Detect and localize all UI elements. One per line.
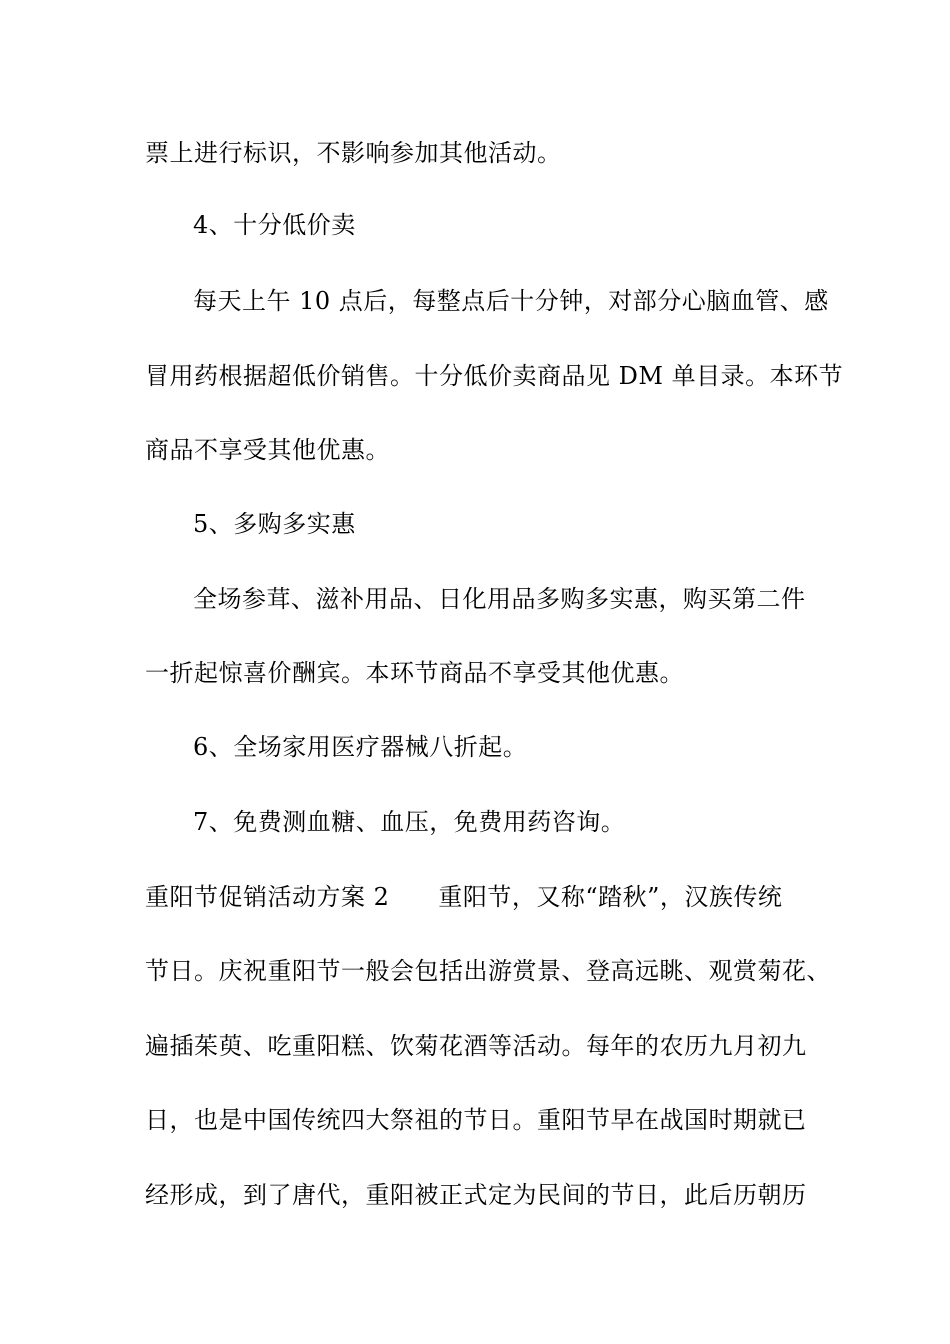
paragraph-line: 票上进行标识，不影响参加其他活动。 [145,139,562,167]
section-heading-5: 5、多购多实惠 [193,510,356,538]
paragraph-line: 日，也是中国传统四大祭祖的节日。重阳节早在战国时期就已 [145,1106,807,1134]
paragraph-line: 冒用药根据超低价销售。十分低价卖商品见 DM 单目录。本环节 [145,362,844,390]
paragraph-line: 经形成，到了唐代，重阳被正式定为民间的节日，此后历朝历 [145,1181,807,1209]
paragraph-line: 全场参茸、滋补用品、日化用品多购多实惠，购买第二件 [193,585,806,613]
section-title-line: 重阳节促销活动方案 2 重阳节，又称“踏秋”，汉族传统 [145,883,783,911]
paragraph-line: 遍插茱萸、吃重阳糕、饮菊花酒等活动。每年的农历九月初九 [145,1032,807,1060]
paragraph-line: 节日。庆祝重阳节一般会包括出游赏景、登高远眺、观赏菊花、 [145,957,831,985]
paragraph-line: 一折起惊喜价酬宾。本环节商品不享受其他优惠。 [145,659,684,687]
paragraph-line: 每天上午 10 点后，每整点后十分钟，对部分心脑血管、感 [193,287,829,315]
section-heading-7: 7、免费测血糖、血压，免费用药咨询。 [193,808,626,836]
section-heading-4: 4、十分低价卖 [193,211,356,239]
section-heading-6: 6、全场家用医疗器械八折起。 [193,733,528,761]
paragraph-line: 商品不享受其他优惠。 [145,436,390,464]
